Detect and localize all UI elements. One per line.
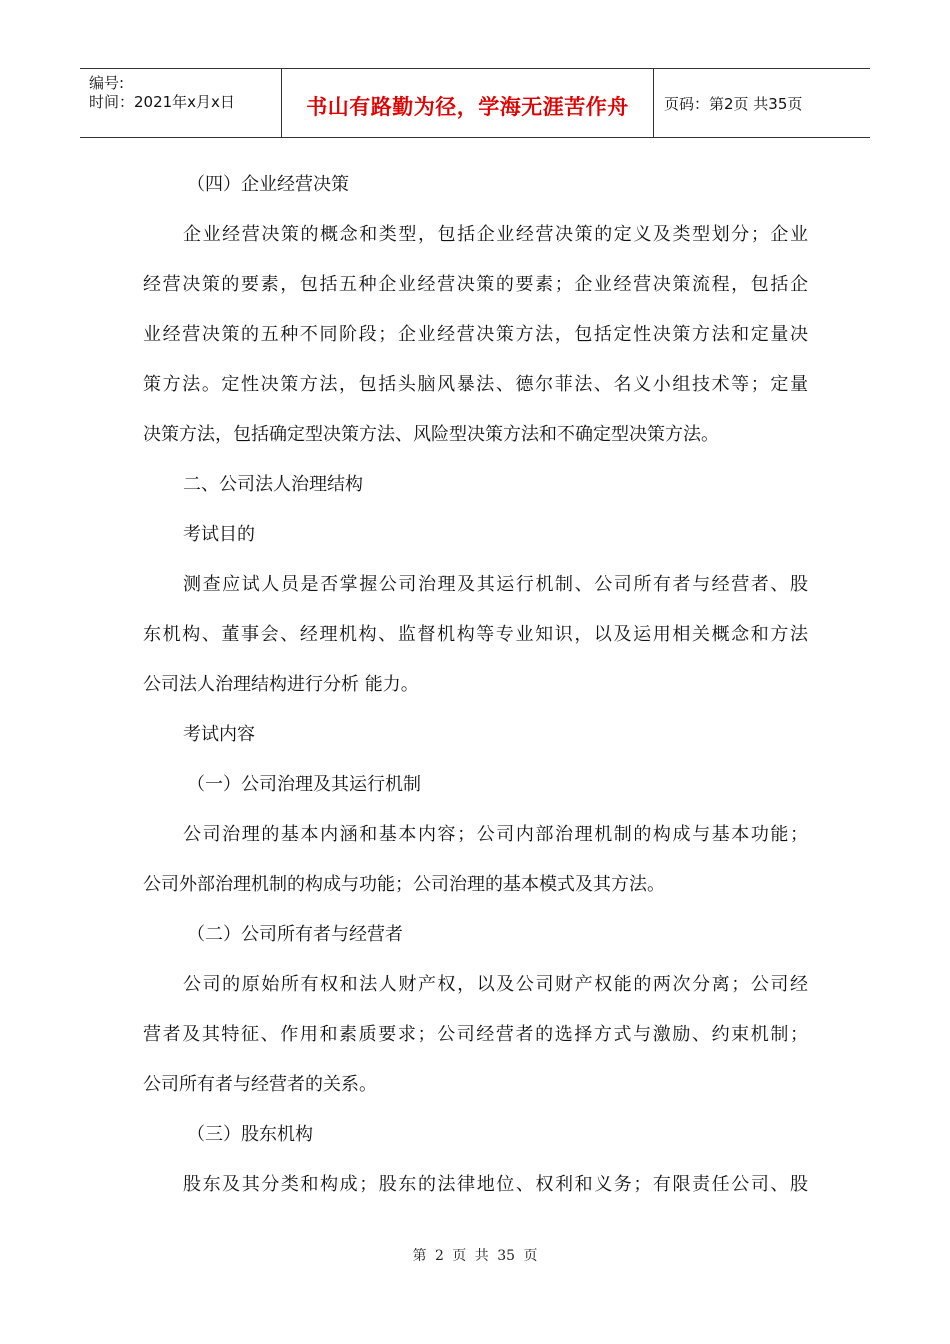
paragraph-line: 公司的原始所有权和法人财产权，以及公司财产权能的两次分离；公司经 <box>183 974 808 995</box>
subsection-heading: 考试目的 <box>183 524 255 545</box>
page-footer: 第 2 页 共 35 页 <box>412 1248 538 1264</box>
paragraph-line: 经营决策的要素，包括五种企业经营决策的要素；企业经营决策流程，包括企 <box>143 274 808 295</box>
paragraph-line: 公司外部治理机制的构成与功能；公司治理的基本模式及其方法。 <box>143 874 665 895</box>
paragraph-line: 公司法人治理结构进行分析 能力。 <box>143 674 419 695</box>
document-time-label: 时间：2021年x月x日 <box>89 93 235 111</box>
paragraph-line: 公司治理的基本内涵和基本内容；公司内部治理机制的构成与基本功能； <box>183 824 808 845</box>
section-heading: （三）股东机构 <box>187 1124 313 1145</box>
subsection-heading: 考试内容 <box>183 724 255 745</box>
paragraph-line: 策方法。定性决策方法，包括头脑风暴法、德尔菲法、名义小组技术等；定量 <box>143 374 808 395</box>
paragraph-line: 企业经营决策的概念和类型，包括企业经营决策的定义及类型划分；企业 <box>183 224 808 245</box>
section-heading: （二）公司所有者与经营者 <box>187 924 403 945</box>
header-motto: 书山有路勤为径，学海无涯苦作舟 <box>306 95 629 119</box>
section-heading: 二、公司法人治理结构 <box>183 474 363 495</box>
page-header <box>80 68 870 138</box>
header-page-cell <box>654 69 870 137</box>
paragraph-line: 决策方法，包括确定型决策方法、风险型决策方法和不确定型决策方法。 <box>143 424 719 445</box>
section-heading: （四）企业经营决策 <box>187 174 349 195</box>
paragraph-line: 测查应试人员是否掌握公司治理及其运行机制、公司所有者与经营者、股 <box>183 574 808 595</box>
paragraph-line: 东机构、董事会、经理机构、监督机构等专业知识，以及运用相关概念和方法 <box>143 624 808 645</box>
paragraph-line: 公司所有者与经营者的关系。 <box>143 1074 377 1095</box>
document-number-label: 编号: <box>89 74 125 92</box>
paragraph-line: 营者及其特征、作用和素质要求；公司经营者的选择方式与激励、约束机制； <box>143 1024 808 1045</box>
header-page-info: 页码：第2页 共35页 <box>664 95 803 113</box>
header-motto-cell <box>281 69 654 137</box>
paragraph-line: 业经营决策的五种不同阶段；企业经营决策方法，包括定性决策方法和定量决 <box>143 324 808 345</box>
section-heading: （一）公司治理及其运行机制 <box>187 774 421 795</box>
paragraph-line: 股东及其分类和构成；股东的法律地位、权利和义务；有限责任公司、股 <box>183 1174 808 1195</box>
header-meta-cell <box>80 69 280 137</box>
document-body <box>143 160 808 1210</box>
